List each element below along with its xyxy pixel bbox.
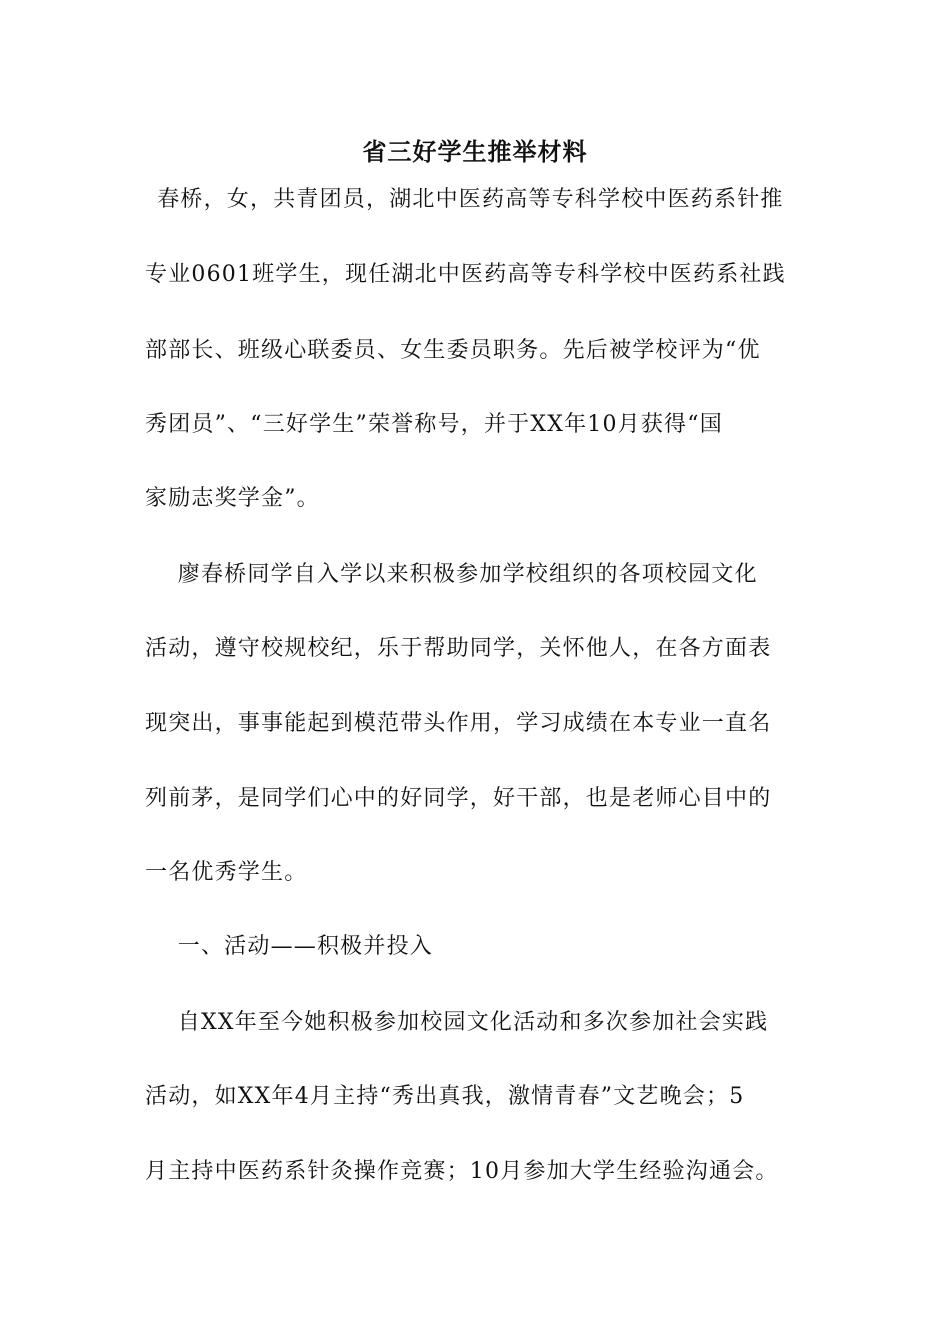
- body-line-9: 列前茅，是同学们心中的好同学，好干部，也是老师心目中的: [145, 786, 772, 811]
- body-line-7: 活动，遵守校规校纪，乐于帮助同学，关怀他人，在各方面表: [145, 636, 772, 661]
- body-line-14: 月主持中医药系针灸操作竞赛；10月参加大学生经验沟通会。: [145, 1159, 779, 1184]
- body-line-4: 秀团员”、“三好学生”荣誉称号，并于XX年10月获得“国: [145, 412, 723, 437]
- body-line-1: 春桥，女，共青团员，湖北中医药高等专科学校中医药系针推: [149, 187, 784, 212]
- document-title: 省三好学生推举材料: [362, 137, 588, 166]
- body-line-10: 一名优秀学生。: [145, 860, 308, 885]
- body-line-13: 活动，如XX年4月主持“秀出真我，激情青春”文艺晚会；5: [145, 1084, 745, 1109]
- body-line-8: 现突出，事事能起到模范带头作用，学习成绩在本专业一直名: [145, 711, 772, 736]
- body-line-5: 家励志奖学金”。: [145, 486, 320, 511]
- body-line-6: 廖春桥同学自入学以来积极参加学校组织的各项校园文化: [145, 562, 758, 587]
- section-heading-activities: 一、活动——积极并投入: [145, 934, 433, 959]
- body-line-2: 专业0601班学生，现任湖北中医药高等专科学校中医药系社践: [145, 262, 786, 287]
- body-line-3: 部部长、班级心联委员、女生委员职务。先后被学校评为“优: [145, 338, 761, 363]
- body-line-12: 自XX年至今她积极参加校园文化活动和多次参加社会实践: [145, 1010, 769, 1035]
